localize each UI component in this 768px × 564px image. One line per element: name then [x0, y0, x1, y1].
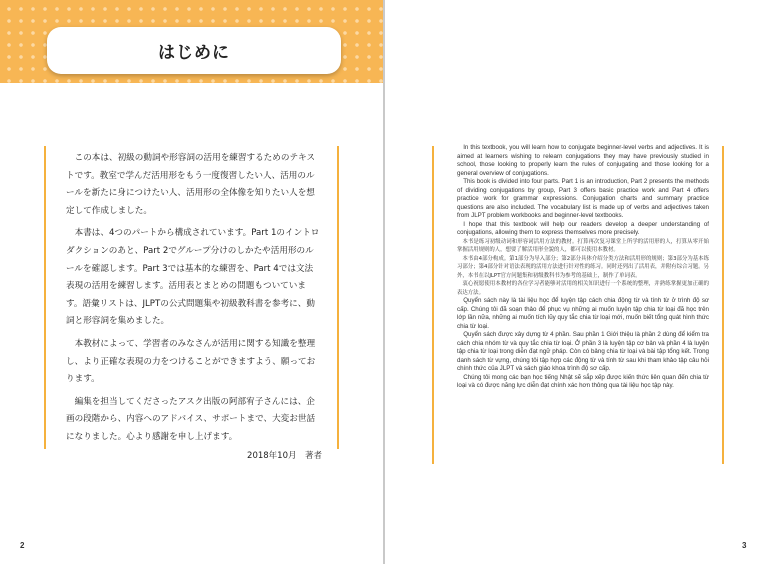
right-accent-bar [722, 146, 724, 464]
page-number: 3 [742, 541, 747, 550]
left-page [0, 0, 383, 564]
dotted-header-band [0, 0, 383, 83]
right-accent-bar [337, 146, 339, 449]
english-paragraph: In this textbook, you will learn how to conjugate beginner-level verbs and adjectives. It is aimed at learners wishing to relearn conjugations they may have previously studied in school, those looking to properly learn the rules of conjugating and those looking for a general overview of conjugations. [457, 144, 709, 177]
vietnamese-paragraph: Quyển sách này là tài liệu học để luyện tập cách chia động từ và tính từ ở trình độ sơ cấp. Chúng tôi đã soạn thảo để phục vụ những ai muốn luyện tập chia từ loại đã học trên lớp lần nữa, những ai muốn tích lũy quy tắc chia từ loại mới, muốn biết tổng quát hình thức chia từ loại. [457, 297, 709, 330]
left-accent-bar [432, 146, 434, 464]
vietnamese-paragraph: Chúng tôi mong các bạn học tiếng Nhật sẽ sắp xếp được kiến thức liên quan đến chia từ loại và có được năng lực diễn đạt chính xác hơn thông qua tài liệu học tập này. [457, 373, 709, 389]
right-page [385, 0, 768, 564]
paragraph: 本書は、4つのパートから構成されています。Part 1のイントロダクションのあと、Part 2でグループ分けのしかたや活用形のルールを確認します。Part 3では基本的な練習を、Part 4では文法表現の活用を練習します。活用表とまとめの問題もついています。語彙リストは、JLPTの公式問題集や初級教科書を参考に、動詞と形容詞を集めました。 [66, 228, 320, 327]
multilingual-preface [457, 144, 709, 391]
japanese-preface [66, 150, 321, 452]
chinese-paragraph: 衷心祝愿使用本教材的各位学习者能够对活用的相关知识进行一个系统的整理，并熟练掌握更加正确的表达方法。 [457, 281, 709, 296]
left-accent-bar [44, 146, 46, 449]
chinese-paragraph: 本书由4部分构成。第1部分为导入部分；第2部分具体介绍分类方法和活用形的规则；第3部分为基本练习部分；第4部分针对语法表现的活用方法进行针对性的练习。同时还列出了活用表，并附有综合习题。另外，本书在以JLPT官方问题集和初级教科书为参考的基础上，制作了单词表。 [457, 255, 709, 279]
signature: 2018年10月 著者 [247, 451, 322, 461]
paragraph: 本教材によって、学習者のみなさんが活用に関する知識を整理し、より正確な表現の力をつけることができますよう、願っております。 [66, 338, 316, 385]
chinese-paragraph: 本书是练习初级动词和形容词活用方法的教材。打算再次复习课堂上所学的活用形的人，打算从零开始掌握活用规则的人，想要了解活用形全貌的人，都可以使用本教材。 [457, 238, 709, 253]
page-number: 2 [20, 541, 25, 550]
vietnamese-paragraph: Quyển sách được xây dựng từ 4 phần. Sau phần 1 Giới thiệu là phần 2 dùng để kiểm tra cách chia nhóm từ và quy tắc chia từ loại. Ở phần 3 là luyện tập cơ bản và phần 4 là luyện tập chia từ loại trong diễn đạt ngữ pháp. Còn có bảng chia từ loại và bài tập tổng kết. Trong danh sách từ vựng, chúng tôi tập hợp các động từ và tính từ sau khi tham khảo tập câu hỏi chính thức của JLPT và sách giáo khoa trình độ sơ cấp. [457, 331, 709, 372]
english-paragraph: I hope that this textbook will help our readers develop a deeper understanding of conjugations, allowing them to express themselves more precisely. [457, 220, 709, 236]
english-paragraph: This book is divided into four parts. Part 1 is an introduction, Part 2 presents the methods of dividing conjugations by group, Part 3 offers basic practice work and Part 4 offers practice work for grammar expressions. Conjugation charts and summary practice questions are also included. The vocabulary list is made up of verbs and adjectives taken from JLPT problem workbooks and beginner-level textbooks. [457, 178, 709, 219]
title-box [47, 27, 341, 74]
paragraph: この本は、初級の動詞や形容詞の活用を練習するためのテキストです。教室で学んだ活用形をもう一度復習したい人、活用のルールを新たに身につけたい人、活用形の全体像を知りたい人を想定して作成しました。 [66, 153, 316, 216]
paragraph: 編集を担当してくださったアスク出版の阿部宥子さんには、企画の段階から、内容へのアドバイス、サポートまで、大変お世話になりました。心より感謝を申し上げます。 [66, 396, 316, 442]
page-title: はじめに [158, 43, 230, 63]
